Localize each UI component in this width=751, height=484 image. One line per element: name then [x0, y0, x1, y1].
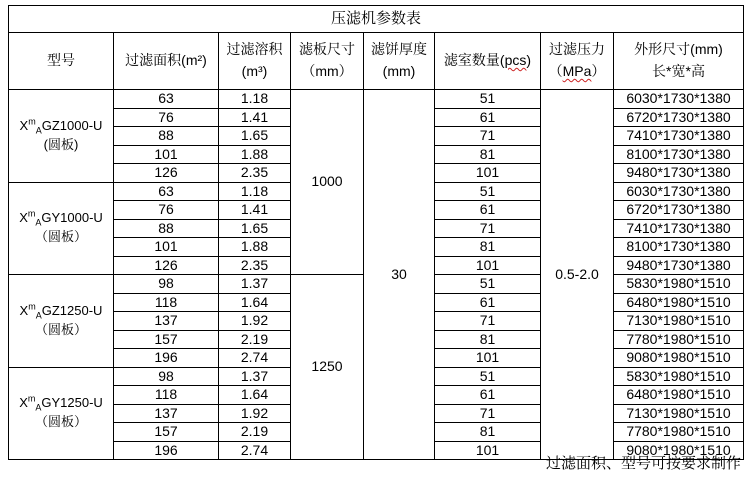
area-cell: 126 — [114, 164, 219, 183]
volume-cell: 1.64 — [219, 293, 291, 312]
chamber-count-cell: 101 — [435, 256, 541, 275]
pressure-unit-spellcheck: MPa — [562, 63, 592, 79]
area-cell: 157 — [114, 330, 219, 349]
dimensions-cell: 6720*1730*1380 — [614, 201, 744, 220]
volume-cell: 2.74 — [219, 441, 291, 460]
volume-cell: 1.92 — [219, 312, 291, 331]
table-title: 压滤机参数表 — [9, 6, 744, 33]
plate-size-cell-1250: 1250 — [291, 275, 364, 460]
dimensions-cell: 6030*1730*1380 — [614, 90, 744, 109]
area-cell: 101 — [114, 238, 219, 257]
volume-cell: 1.37 — [219, 367, 291, 386]
col-header-dims-line2: 长*宽*高 — [652, 63, 705, 79]
parameter-table — [8, 5, 744, 460]
chamber-count-cell: 51 — [435, 90, 541, 109]
volume-cell: 2.35 — [219, 164, 291, 183]
chamber-count-cell: 61 — [435, 293, 541, 312]
chamber-count-cell: 101 — [435, 349, 541, 368]
dimensions-cell: 6720*1730*1380 — [614, 108, 744, 127]
chamber-count-cell: 71 — [435, 127, 541, 146]
volume-cell: 1.64 — [219, 386, 291, 405]
volume-cell: 2.19 — [219, 330, 291, 349]
area-cell: 126 — [114, 256, 219, 275]
model-note: （圆板） — [34, 321, 87, 337]
pressure-cell: 0.5-2.0 — [541, 90, 614, 460]
dimensions-cell: 7130*1980*1510 — [614, 312, 744, 331]
chamber-count-cell: 101 — [435, 164, 541, 183]
chamber-unit-spellcheck: pcs — [504, 52, 527, 69]
col-header-volume-line2: (m³) — [241, 63, 268, 79]
area-cell: 101 — [114, 145, 219, 164]
volume-cell: 1.88 — [219, 238, 291, 257]
volume-cell: 1.88 — [219, 145, 291, 164]
dimensions-cell: 7410*1730*1380 — [614, 219, 744, 238]
chamber-count-cell: 71 — [435, 404, 541, 423]
chamber-count-cell: 61 — [435, 108, 541, 127]
col-header-pressure — [541, 33, 614, 90]
col-header-plate-size — [291, 33, 364, 90]
model-cell-gy1000 — [9, 182, 114, 275]
volume-cell: 2.19 — [219, 423, 291, 442]
dimensions-cell: 5830*1980*1510 — [614, 275, 744, 294]
col-header-dimensions — [614, 33, 744, 90]
volume-cell: 1.37 — [219, 275, 291, 294]
chamber-count-cell: 81 — [435, 423, 541, 442]
model-code: $X^m_AGY1250-U$ — [19, 394, 103, 413]
dimensions-cell: 6480*1980*1510 — [614, 386, 744, 405]
chamber-header-suffix: ) — [526, 52, 532, 69]
area-cell: 137 — [114, 312, 219, 331]
volume-cell: 1.92 — [219, 404, 291, 423]
area-cell: 76 — [114, 201, 219, 220]
col-header-plate-line2: （mm） — [301, 63, 353, 79]
col-header-dims-line1: 外形尺寸(mm) — [634, 41, 723, 58]
header-row — [9, 33, 744, 90]
col-header-pressure-line1: 过滤压力 — [549, 41, 605, 58]
col-header-cake-line2: (mm) — [382, 63, 416, 79]
model-note: （圆板） — [34, 229, 87, 245]
col-header-cake-line1: 滤饼厚度 — [371, 41, 427, 58]
area-cell: 118 — [114, 293, 219, 312]
volume-cell: 1.18 — [219, 182, 291, 201]
area-cell: 157 — [114, 423, 219, 442]
dimensions-cell: 9480*1730*1380 — [614, 256, 744, 275]
area-cell: 98 — [114, 367, 219, 386]
chamber-count-cell: 61 — [435, 386, 541, 405]
col-header-volume — [219, 33, 291, 90]
area-cell: 118 — [114, 386, 219, 405]
model-note: (圆板) — [43, 136, 79, 152]
model-code: $X^m_AGZ1000-U$ — [19, 116, 103, 136]
volume-cell: 1.18 — [219, 90, 291, 109]
dimensions-cell: 5830*1980*1510 — [614, 367, 744, 386]
model-cell-gy1250 — [9, 367, 114, 460]
area-cell: 76 — [114, 108, 219, 127]
dimensions-cell: 6030*1730*1380 — [614, 182, 744, 201]
chamber-count-cell: 51 — [435, 182, 541, 201]
volume-cell: 1.65 — [219, 127, 291, 146]
volume-cell: 1.41 — [219, 108, 291, 127]
chamber-count-cell: 51 — [435, 275, 541, 294]
col-header-volume-line1: 过滤溶积 — [226, 41, 283, 58]
chamber-count-cell: 61 — [435, 201, 541, 220]
dimensions-cell: 6480*1980*1510 — [614, 293, 744, 312]
dimensions-cell: 7780*1980*1510 — [614, 330, 744, 349]
chamber-count-cell: 81 — [435, 145, 541, 164]
col-header-plate-line1: 滤板尺寸 — [299, 41, 355, 58]
dimensions-cell: 7130*1980*1510 — [614, 404, 744, 423]
chamber-count-cell: 71 — [435, 219, 541, 238]
area-cell: 98 — [114, 275, 219, 294]
pressure-paren-close: ） — [591, 63, 606, 79]
chamber-count-cell: 81 — [435, 238, 541, 257]
area-cell: 137 — [114, 404, 219, 423]
area-cell: 63 — [114, 90, 219, 109]
dimensions-cell: 9480*1730*1380 — [614, 164, 744, 183]
col-header-pressure-line2 — [541, 61, 613, 83]
dimensions-cell: 7780*1980*1510 — [614, 423, 744, 442]
dimensions-cell: 9080*1980*1510 — [614, 349, 744, 368]
col-header-area: 过滤面积(m²) — [114, 33, 219, 90]
chamber-header-prefix: 滤室数量( — [443, 52, 505, 69]
footer-note: 过滤面积、型号可按要求制作 — [545, 455, 741, 472]
area-cell: 196 — [114, 349, 219, 368]
chamber-count-cell: 101 — [435, 441, 541, 460]
chamber-count-cell: 71 — [435, 312, 541, 331]
table-title-row — [9, 6, 744, 33]
volume-cell: 1.41 — [219, 201, 291, 220]
model-cell-gz1250 — [9, 275, 114, 368]
table-row — [9, 90, 744, 109]
cake-thickness-cell: 30 — [364, 90, 435, 460]
volume-cell: 2.74 — [219, 349, 291, 368]
volume-cell: 2.35 — [219, 256, 291, 275]
dimensions-cell: 7410*1730*1380 — [614, 127, 744, 146]
area-cell: 88 — [114, 127, 219, 146]
dimensions-cell: 8100*1730*1380 — [614, 145, 744, 164]
col-header-chambers — [435, 33, 541, 90]
model-note: （圆板） — [34, 414, 87, 430]
pressure-paren-open: （ — [548, 63, 563, 79]
chamber-count-cell: 51 — [435, 367, 541, 386]
area-cell: 63 — [114, 182, 219, 201]
area-cell: 196 — [114, 441, 219, 460]
model-code: $X^m_AGY1000-U$ — [19, 209, 103, 228]
dimensions-cell: 9080*1980*1510 — [614, 441, 744, 460]
chamber-count-cell: 81 — [435, 330, 541, 349]
model-cell-gz1000 — [9, 90, 114, 183]
dimensions-cell: 8100*1730*1380 — [614, 238, 744, 257]
col-header-model: 型号 — [9, 33, 114, 90]
volume-cell: 1.65 — [219, 219, 291, 238]
model-code: $X^m_AGZ1250-U$ — [19, 301, 103, 321]
plate-size-cell-1000: 1000 — [291, 90, 364, 275]
area-cell: 88 — [114, 219, 219, 238]
col-header-cake-thickness — [364, 33, 435, 90]
